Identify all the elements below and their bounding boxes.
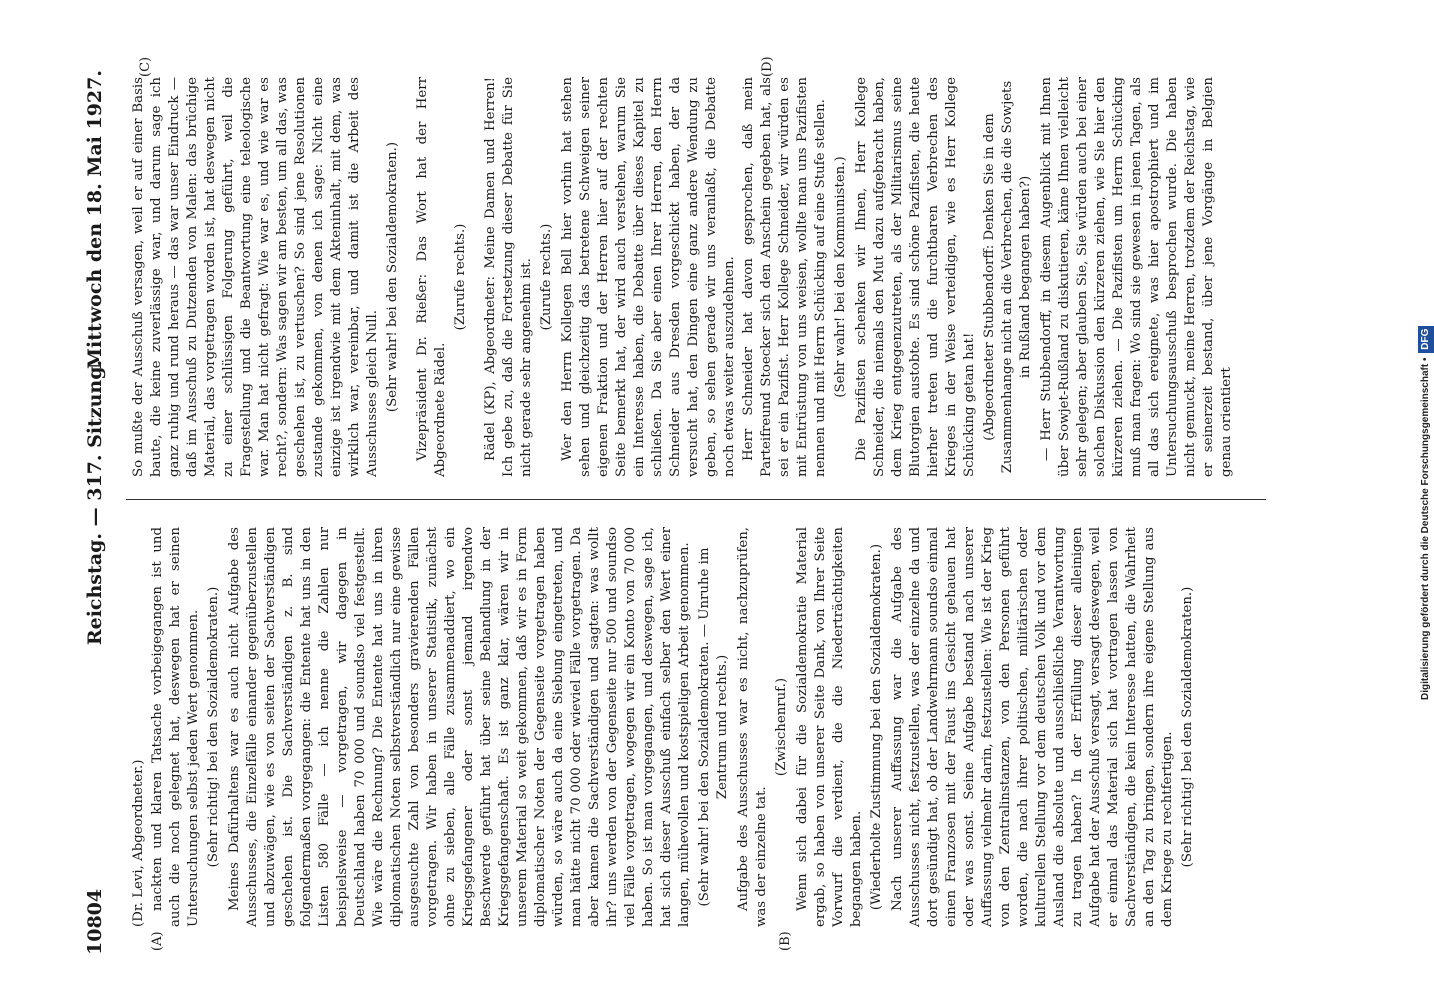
interjection: (Sehr wahr! bei den Kommunisten.) [833, 156, 848, 398]
right-column [130, 77, 1237, 477]
session-title: Reichstag. — 317. Sitzung. [84, 359, 106, 646]
dfg-logo: DFG [1418, 326, 1434, 353]
speaker-opening: Rädel (KP), Abgeordneter: Meine Damen und Herren! Ich gebe zu, daß die Fortsetzung dieser Debatte für Sie nicht gerade sehr angenehm ist. [483, 77, 534, 477]
page-header [78, 50, 118, 955]
paragraph: nackten und klaren Tatsache vorbeigegangen ist und auch die noch gelegnet hat, deswegen hat er seinen Untersuchungen selbst jeden Wert genommen. [150, 527, 201, 927]
interjection: (Zurufe rechts.) [453, 223, 468, 331]
left-column [130, 527, 1200, 927]
paragraph: Herr Schneider hat davon gesprochen, daß mein Parteifreund Stoecker sich den Anschein gegeben hat, als sei er ein Pazifist. Herr Kollege Schneider, wir würden es mit Entrüstung von uns weisen, wollte man uns Pazifisten nennen und mit Herrn Schücking auf eine Stufe stellen. [741, 77, 828, 477]
interjection: (Wiederholte Zustimmung bei den Sozialdemokraten.) [869, 543, 884, 911]
paragraph: — Herr Stubbendorff, in diesem Augenblick mit Ihnen über Sowjet-Rußland zu diskutieren, käme Ihnen vielleicht sehr gelegen; aber glauben Sie, Sie würden auch bei einer solchen Diskussion den kürzeren ziehen, wie Sie hier den kürzeren ziehen. — Die Pazifisten um Herrn Schücking muß man fragen: Wo sind sie gewesen in jenen Tagen, als all das sich ereignete, was hier apostrophiert und im Untersuchungsausschuß besprochen wurde. Die haben nicht gemuckt, meine Herren, trotzdem der Reichstag, wie er seinerzeit bestand, über jene Vorgänge in Belgien genau orientiert [1039, 77, 1234, 477]
paragraph: Nach unserer Auffassung war die Aufgabe des Ausschusses nicht, festzustellen, was der einzelne da und dort gesündigt hat, ob der Landwehrmann soundso einmal einen Franzosen mit der Faust ins Gesicht gehauen hat oder was sonst. Seine Aufgabe bestand nach unserer Auffassung vielmehr darin, festzustellen: Wie ist der Krieg von den Zentralinstanzen, von den Personen geführt worden, die nach ihrer politischen, militärischen oder kulturellen Stellung vor dem deutschen Volk und vor dem Ausland die absolute und ausschließliche Verantwortung zu tragen haben? In der Erfüllung dieser alleinigen Aufgabe hat der Ausschuß versagt, versagt deswegen, weil er einmal das Material sich hat vortragen lassen von Sachverständigen, die kein Interesse hatten, die Wahrheit an den Tag zu bringen, sondern ihre eigene Stellung aus dem Kriege zu rechtfertigen. [890, 527, 1175, 927]
paragraph: Meines Dafürhaltens war es auch nicht Aufgabe des Ausschusses, die Einzelfälle einander gegenüberzustellen und abzuwägen, wie es von seiten der Sachverständigen geschehen ist. Die Sachverständigen z. B. sind folgendermaßen vorgegangen: die Entente hat uns in den Listen 580 Fälle — ich nenne die Zahlen nur beispielsweise — vorgetragen, wir dagegen in Deutschland haben 70 000 und soundso viel festgestellt. Wie wäre die Rechnung? Die Entente hat uns in ihren diplomatischen Noten selbstverständlich nur eine gewisse ausgesuchte Zahl von besonders gravierenden Fällen vorgetragen. Wir haben in unserer Statistik, zunächst ohne zu sieben, alle Fälle zusammenaddiert, wo ein Kriegsgefangener oder sonst jemand irgendwo Beschwerde geführt hat über seine Behandlung in der Kriegsgefangenschaft. Es ist ganz klar, wären wir in unserem Material so weit gekommen, daß wir es in Form diplomatischer Noten der Gegenseite vorgetragen haben würden, so wäre auch da eine Siebung eingetreten, und man hätte nicht 70 000 oder wieviel Fälle vorgetragen. Da aber kamen die Sachverständigen und sagten: was wollt ihr? uns werden von der Gegenseite nur 500 und soundso viel Fälle vorgetragen, wogegen wir ein Konto von 70 000 haben. So ist man vorgegangen, und deswegen, sage ich, hat sich dieser Ausschuß einfach selber den Wert einer langen, mühevollen und kostspieligen Arbeit genommen. [227, 527, 692, 927]
column-divider [126, 499, 1266, 500]
interjection: (Sehr wahr! bei den Sozialdemokraten.) [385, 141, 400, 413]
chair-announcement: Vizepräsident Dr. Rießer: Das Wort hat der Herr Abgeordnete Rädel. [415, 77, 448, 477]
margin-mark-c: (C) [138, 56, 153, 77]
interjection: (Sehr richtig! bei den Sozialdemokraten.) [1180, 586, 1195, 868]
speaker-continuation: (Dr. Levi, Abgeordneter.) [131, 759, 146, 927]
interjection: (Sehr wahr! bei den Sozialdemokraten. — Unruhe im Zentrum und rechts.) [697, 547, 730, 907]
interjection: (Zwischenruf.) [774, 677, 789, 777]
interjection: (Sehr richtig! bei den Sozialdemokraten.) [206, 586, 221, 868]
margin-mark-b: (B) [778, 931, 793, 951]
margin-mark-d: (D) [760, 56, 775, 77]
paragraph: Aufgabe des Ausschusses war es nicht, nachzuprüfen, was der einzelne tat. [736, 527, 769, 927]
paragraph: Die Pazifisten schenken wir Ihnen, Herr Kollege Schneider, die niemals den Mut dazu aufgebracht haben, dem Krieg entgegenzutreten, als der Militarismus seine Blutorgien austobte. Es sind schöne Pazifisten, die heute hierher treten und die furchtbaren Verbrechen des Krieges in der Weise verteidigen, wie es Herr Kollege Schücking getan hat! [854, 77, 977, 477]
interjection: (Abgeordneter Stubbendorff: Denken Sie in dem Zusammenhange nicht an die Verbrechen, die die Sowjets in Rußland begangen haben?) [982, 80, 1033, 474]
paragraph: So mußte der Ausschuß versagen, weil er auf einer Basis baute, die keine zuverlässige war, und darum sage ich ganz ruhig und rund heraus — das war unser Eindruck — daß im Ausschuß zu Dutzenden von Malen: das brüchige Material, das vorgetragen worden ist, hat deswegen nicht zu einer schlüssigen Folgerung geführt, weil die Fragestellung und die Beantwortung eine teleologische war. Man hat nicht gefragt: Wie war es, und wie war es recht?, sondern: Was sagen wir am besten, um all das, was geschehen ist, zu vertuschen? So sind jene Resolutionen zustande gekommen, von denen ich sage: Nicht eine einzige ist irgendwie mit dem Akteninhalt, mit dem, was wirklich war, vereinbar, und damit ist die Arbeit des Ausschusses gleich Null. [131, 77, 380, 477]
interjection: (Zurufe rechts.) [539, 223, 554, 331]
digitization-credit-bar [1418, 0, 1434, 1000]
session-date: Mittwoch den 18. Mai 1927. [84, 70, 106, 369]
paragraph: Wer den Herrn Kollegen Bell hier vorhin hat stehen sehen und gleichzeitig das betretene Schweigen seiner eigenen Fraktion und der Herren hier auf der rechten Seite bemerkt hat, der wird auch verstehen, warum Sie ein Interesse haben, die Debatte über dieses Kapitel zu schließen. Da Sie aber einen Ihrer Herren, den Herrn Schneider aus Dresden vorgeschickt haben, der da versucht hat, den Dingen eine ganz andere Wendung zu geben, so sehen gerade wir uns veranlaßt, die Debatte noch etwas weiter auszudehnen. [560, 77, 737, 477]
digitization-credit [1418, 0, 1434, 700]
paragraph: Wenn sich dabei für die Sozialdemokratie Material ergab, so haben von unserer Seite Dank, von Ihrer Seite Vorwurf die verdient, die die Niederträchtigkeiten begangen haben. [795, 527, 864, 927]
page-number: 10804 [84, 888, 106, 955]
credit-text: Digitalisierung gefördert durch die Deutsche Forschungsgemeinschaft • [1420, 357, 1431, 700]
document-page [78, 50, 1418, 955]
margin-mark-a: (A) [150, 931, 165, 951]
